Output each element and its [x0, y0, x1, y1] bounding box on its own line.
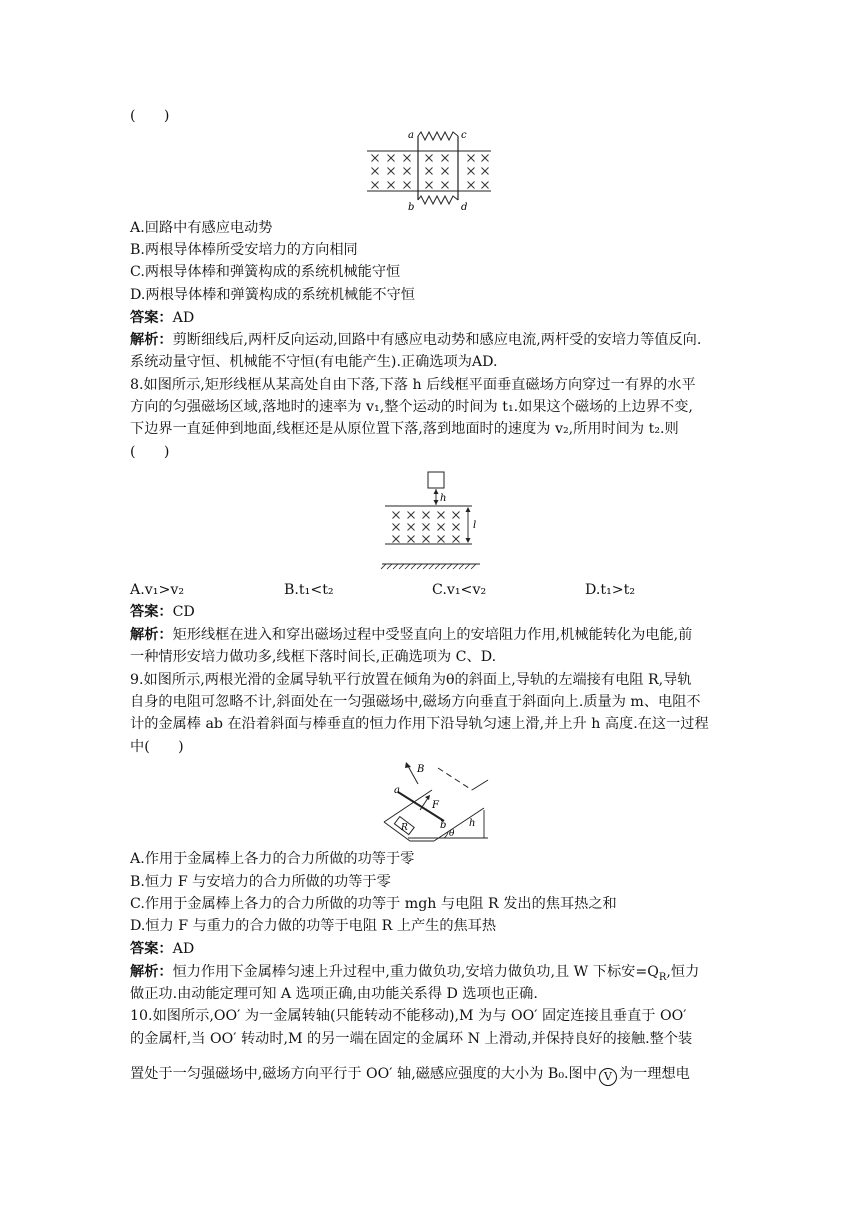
q10-stem-line-1: 10.如图所示,OO′ 为一金属转轴(只能转动不能移动),M 为与 OO′ 固定连接且垂直于 OO′ [130, 1008, 687, 1024]
q8-option-a: A.v₁>v₂ [130, 582, 185, 598]
q9-analysis-line-1: 解析：恒力作用下金属棒匀速上升过程中,重力做负功,安培力做负功,且 W 下标安$=Q_R$,恒力 [130, 964, 700, 983]
q8-option-c: C.v₁<v₂ [432, 582, 487, 598]
q9-stem-line-4: 中( ) [130, 739, 184, 755]
q7-label-c: c [461, 130, 467, 141]
q7-figure [365, 128, 495, 212]
q9-stem-line-1: 9.如图所示,两根光滑的金属导轨平行放置在倾角为θ的斜面上,导轨的左端接有电阻 R,导轨 [130, 672, 692, 688]
answer-value: AD [172, 310, 195, 326]
q9-label-b: b [440, 820, 447, 831]
q7-option-a: A.回路中有感应电动势 [130, 220, 273, 236]
q7-answer [130, 308, 194, 328]
answer-label: 答案： [130, 604, 173, 620]
answer-value: CD [172, 604, 195, 620]
q7-option-c: C.两根导体棒和弹簧构成的系统机械能守恒 [130, 264, 401, 280]
q9-figure [378, 760, 498, 846]
q7-label-a: a [408, 130, 414, 141]
q10-stem-line-2: 的金属杆,当 OO′ 转动时,M 的另一端在固定的金属环 N 上滑动,并保持良好的接触.整个装 [130, 1031, 693, 1047]
q9-answer [130, 939, 194, 959]
q8-option-b: B.t₁<t₂ [284, 582, 334, 598]
answer-label: 答案： [130, 310, 173, 326]
q8-option-d: D.t₁>t₂ [585, 582, 636, 598]
q8-analysis-line-2: 一种情形安培力做功多,线框下落时间长,正确选项为 C、D. [130, 649, 497, 665]
q7-bracket: ( ) [130, 108, 170, 124]
q9-label-B: B [417, 764, 425, 775]
answer-label: 答案： [130, 941, 173, 957]
q7-analysis-line-2: 系统动量守恒、机械能不守恒(有电能产生).正确选项为AD. [130, 354, 498, 370]
answer-value: AD [172, 941, 195, 957]
q7-label-b: b [408, 202, 415, 212]
q8-answer [130, 602, 195, 622]
q8-stem-line-2: 方向的匀强磁场区域,落地时的速率为 v₁,整个运动的时间为 t₁.如果这个磁场的上边界不变, [130, 399, 693, 415]
q8-label-h: h [440, 493, 447, 504]
q9-option-a: A.作用于金属棒上各力的合力所做的功等于零 [130, 851, 415, 867]
q7-label-d: d [461, 202, 468, 212]
q9-option-d: D.恒力 F 与重力的合力做的功等于电阻 R 上产生的焦耳热 [130, 918, 497, 934]
q8-stem-line-3: 下边界一直延伸到地面,线框还是从原位置下落,落到地面时的速度为 v₂,所用时间为 t₂.则 [130, 421, 679, 437]
q10-stem-line-3: 置处于一匀强磁场中,磁场方向平行于 OO′ 轴,磁感应强度的大小为 B₀.图中 V 为一理想电 [130, 1064, 690, 1086]
q9-stem-line-2: 自身的电阻可忽略不计,斜面处在一匀强磁场中,磁场方向垂直于斜面向上.质量为 m、电阻不 [130, 694, 701, 710]
q8-figure [380, 468, 490, 572]
q9-option-b: B.恒力 F 与安培力的合力所做的功等于零 [130, 874, 391, 890]
q9-option-c: C.作用于金属棒上各力的合力所做的功等于 mgh 与电阻 R 发出的焦耳热之和 [130, 896, 617, 912]
q8-label-l: l [473, 520, 477, 531]
q8-stem-line-1: 8.如图所示,矩形线框从某高处自由下落,下落 h 后线框平面垂直磁场方向穿过一有界的水平 [130, 377, 696, 393]
analysis-label: 解析： [130, 964, 173, 980]
analysis-label: 解析： [130, 627, 173, 643]
q8-stem-line-4: ( ) [130, 444, 170, 460]
q8-analysis-line-1: 解析：矩形线框在进入和穿出磁场过程中受竖直向上的安培阻力作用,机械能转化为电能,前 [130, 627, 693, 643]
q9-label-F: F [432, 800, 439, 811]
q7-analysis-line-1: 解析：剪断细线后,两杆反向运动,回路中有感应电动势和感应电流,两杆受的安培力等值反向. [130, 332, 702, 348]
subscript-R: R [658, 971, 667, 983]
q9-label-R: R [401, 823, 408, 833]
voltmeter-symbol: V [599, 1068, 617, 1086]
q7-option-d: D.两根导体棒和弹簧构成的系统机械能不守恒 [130, 287, 415, 303]
q9-label-theta: θ [449, 829, 455, 839]
q7-option-b: B.两根导体棒所受安培力的方向相同 [130, 242, 358, 258]
q9-label-h: h [469, 818, 476, 829]
q9-analysis-line-2: 做正功.由动能定理可知 A 选项正确,由功能关系得 D 选项也正确. [130, 986, 538, 1002]
q9-label-a: a [394, 785, 400, 796]
analysis-label: 解析： [130, 332, 173, 348]
q9-stem-line-3: 计的金属棒 ab 在沿着斜面与棒垂直的恒力作用下沿导轨匀速上滑,并上升 h 高度.在这一过程 [130, 716, 709, 732]
